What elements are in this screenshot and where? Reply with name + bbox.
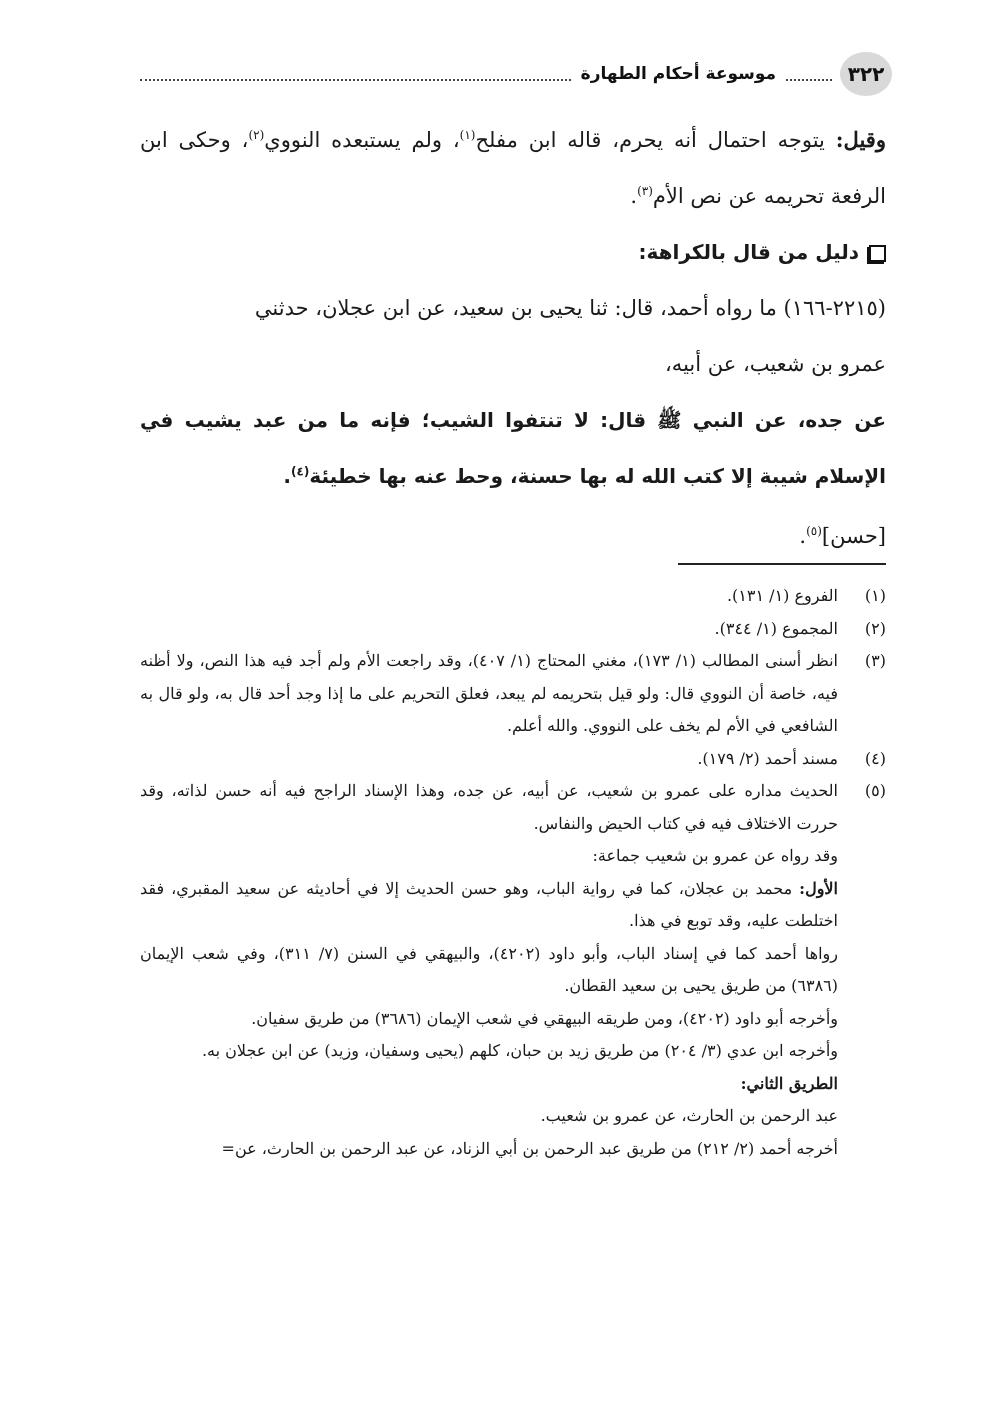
footnote-number: (١)	[864, 586, 886, 605]
route-one-text: محمد بن عجلان، كما في رواية الباب، وهو حسن الحديث إلا في أحاديثه عن سعيد المقبري، فقد اختلطت عليه، وقد توبع في هذا.	[140, 878, 838, 930]
book-title: موسوعة أحكام الطهارة	[580, 64, 776, 84]
footnote-ref-2[interactable]: (٢)	[248, 128, 265, 142]
footnote-3	[140, 645, 886, 743]
grading-text: [حسن]	[821, 524, 886, 548]
footnotes	[140, 580, 886, 1165]
footnote-number: (٢)	[864, 618, 886, 638]
section-heading	[140, 224, 886, 280]
route-two-heading: الطريق الثاني:	[740, 1073, 838, 1093]
route-one-label: الأول:	[799, 878, 838, 898]
hadith-intro: (٢٢١٥-١٦٦) ما رواه أحمد، قال: ثنا يحيى بن سعيد، عن ابن عجلان، حدثني	[254, 296, 886, 320]
header-title-row	[140, 60, 832, 88]
page-header	[140, 52, 892, 96]
footnote-text: الفروع (١/ ١٣١).	[726, 586, 838, 605]
hadith-isnad	[140, 280, 886, 392]
footnote-text: المجموع (١/ ٣٤٤).	[714, 618, 838, 638]
footnote-ref-1[interactable]: (١)	[459, 128, 476, 142]
main-text	[140, 112, 886, 564]
footnote-5-para-2: وقد رواه عن عمرو بن شعيب جماعة:	[592, 846, 838, 865]
footnote-5-para-8: عبد الرحمن بن الحارث، عن عمرو بن شعيب.	[540, 1106, 838, 1125]
footnote-5-para-6: وأخرجه ابن عدي (٣/ ٢٠٤) من طريق زيد بن حبان، كلهم (يحيى وسفيان، وزيد) عن ابن عجلان به.	[201, 1041, 838, 1060]
footnote-ref-4[interactable]: (٤)	[291, 464, 310, 479]
checkbox-icon	[869, 245, 886, 262]
footnote-5-para-1: الحديث مداره على عمرو بن شعيب، عن أبيه، عن جده، وهذا الإسناد الراجح فيه أنه حسن لذاته، وقد حررت الاختلاف فيه في كتاب الحيض والنفاس.	[140, 781, 838, 833]
hadith-matn: عن جده، عن النبي ﷺ قال: لا تنتفوا الشيب؛ فإنه ما من عبد يشيب في الإسلام شيبة إلا كتب الله له بها حسنة، وحط عنه بها خطيئة$^{(٤)}$.	[140, 408, 886, 488]
footnote-5-para-3	[140, 873, 838, 938]
footnote-2	[140, 613, 886, 646]
opinion-paragraph	[140, 112, 886, 224]
opinion-text-a: يتوجه احتمال أنه يحرم، قاله ابن مفلح	[475, 128, 836, 152]
footnote-ref-3[interactable]: (٣)	[637, 184, 653, 198]
opinion-text-b: ، ولم يستبعده النووي	[264, 128, 460, 152]
footnote-number: (٣)	[864, 651, 886, 670]
footnote-4	[140, 743, 886, 776]
grading-end: .	[799, 524, 807, 548]
opinion-text-c: ، وحكى ابن الرفعة تحريمه عن نص الأم	[140, 128, 886, 208]
section-heading-text: دليل من قال بالكراهة:	[638, 240, 859, 264]
header-dotted-leader-left	[140, 79, 571, 81]
footnote-text: مسند أحمد (٢/ ١٧٩).	[697, 748, 838, 768]
page-number: ٣٢٢	[840, 52, 892, 96]
hadith-chain-end: عمرو بن شعيب، عن أبيه،	[665, 352, 886, 376]
footnote-number: (٤)	[864, 748, 886, 768]
opinion-text-d: .	[630, 184, 638, 208]
footnote-5-para-4: رواها أحمد كما في إسناد الباب، وأبو داود (٤٢٠٢)، والبيهقي في السنن (٧/ ٣١١)، وفي شعب الإيمان (٦٣٨٦) من طريق يحيى بن سعيد القطان.	[140, 943, 838, 995]
footnote-5-para-9: أخرجه أحمد (٢/ ٢١٢) من طريق عبد الرحمن بن أبي الزناد، عن عبد الرحمن بن الحارث، عن=	[221, 1138, 838, 1158]
footnote-5	[140, 775, 886, 1165]
header-dotted-leader-right	[786, 79, 832, 81]
footnote-number: (٥)	[864, 781, 886, 800]
footnote-separator	[678, 563, 886, 565]
hadith-text: عن جده، عن النبي ﷺ قال: لا تنتفوا الشيب؛ فإنه ما من عبد يشيب في الإسلام شيبة إلا كتب الله له بها حسنة، وحط عنه بها خطيئة	[140, 408, 886, 488]
footnote-text: انظر أسنى المطالب (١/ ١٧٣)، مغني المحتاج (١/ ٤٠٧)، وقد راجعت الأم ولم أجد فيه هذا النص، ولا أظنه فيه، خاصة أن النووي قال: ولو قيل بتحريمه لم يبعد، فعلق التحريم على ما إذا وجد أحد قال به، ولو قال به الشافعي في الأم لم يخف على النووي. والله أعلم.	[140, 651, 839, 735]
hadith-grading	[140, 508, 886, 564]
footnote-ref-5[interactable]: (٥)	[806, 524, 822, 538]
footnote-1	[140, 580, 886, 613]
footnote-5-para-5: وأخرجه أبو داود (٤٢٠٢)، ومن طريقه البيهقي في شعب الإيمان (٣٦٨٦) من طريق سفيان.	[251, 1008, 838, 1028]
opinion-lead: وقيل:	[835, 127, 886, 152]
